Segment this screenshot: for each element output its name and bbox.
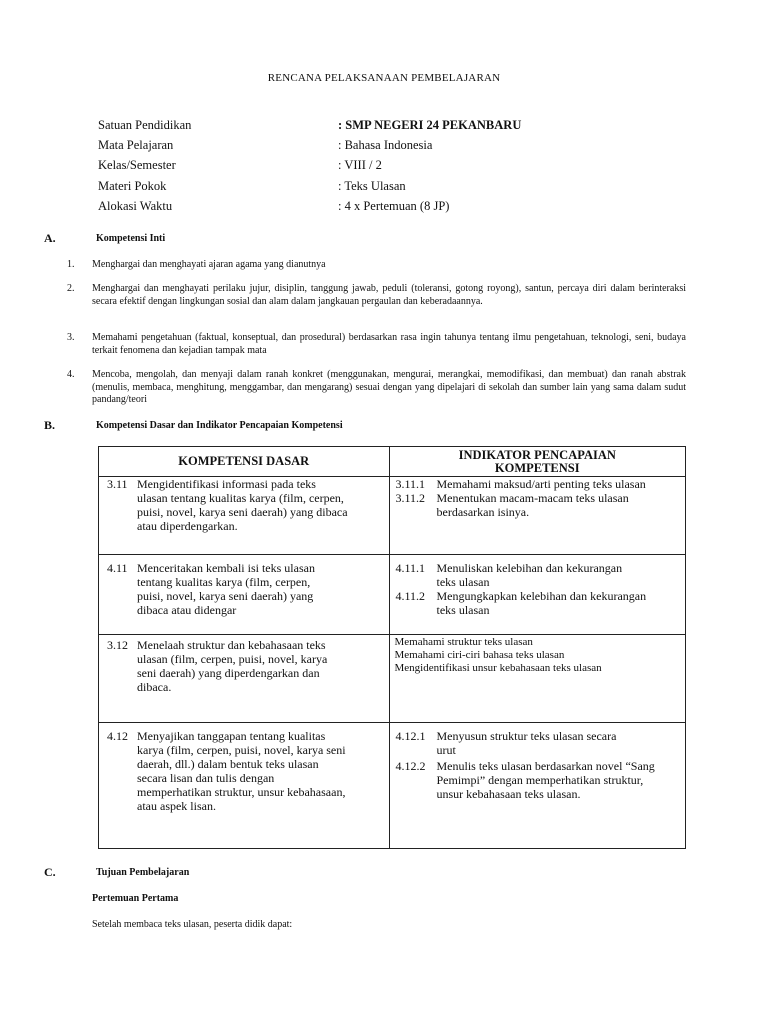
identity-value: : VIII / 2 (338, 158, 382, 172)
identity-key: Satuan Pendidikan (98, 118, 192, 132)
indicator-column-header: INDIKATOR PENCAPAIAN KOMPETENSI (389, 447, 686, 477)
ki-text: Menghargai dan menghayati ajaran agama yang dianutnya (92, 259, 326, 270)
identity-value: : SMP NEGERI 24 PEKANBARU (338, 118, 522, 132)
kd-text: Menyajikan tanggapan tentang kualitas karya (film, cerpen, puisi, novel, karya seni daerah, dll.) dalam bentuk teks ulasan secara lisan dan tulis dengan memperhatikan struktur, unsur kebahasaan, atau aspek lisan. (137, 729, 346, 813)
section-b-title: Kompetensi Dasar dan Indikator Pencapaian Kompetensi (96, 420, 343, 431)
kd-item (99, 635, 389, 694)
table-row (99, 555, 686, 635)
kd-number: 4.11 (107, 561, 128, 575)
ki-number: 1. (67, 259, 75, 270)
section-a-letter: A. (44, 231, 56, 245)
ki-number: 4. (67, 369, 75, 380)
identity-key: Kelas/Semester (98, 158, 176, 172)
ki-number: 2. (67, 283, 75, 294)
identity-key: Mata Pelajaran (98, 138, 174, 152)
indicator-plain: Mengidentifikasi unsur kebahasaan teks ulasan (394, 662, 602, 674)
table-header-row (99, 447, 686, 477)
indicator-number: 4.12.1 (395, 729, 426, 743)
table-row (99, 635, 686, 723)
table-row (99, 723, 686, 849)
indicator-text: Menuliskan kelebihan dan kekurangan teks ulasan (436, 561, 623, 589)
kd-column-header: KOMPETENSI DASAR (99, 447, 390, 477)
ki-text: Memahami pengetahuan (faktual, konseptual, dan prosedural) berdasarkan rasa ingin tahunya tentang ilmu pengetahuan, teknologi, seni, budaya terkait fenomena dan kejadian tampak mata (92, 332, 686, 356)
indicator-item (390, 757, 686, 801)
indicator-item (390, 729, 686, 757)
identity-key: Materi Pokok (98, 179, 167, 193)
meeting-subtitle: Pertemuan Pertama (92, 893, 179, 904)
kd-item (99, 555, 389, 617)
document-title: RENCANA PELAKSANAAN PEMBELAJARAN (267, 72, 501, 84)
indicator-text: Menentukan macam-macam teks ulasan berdasarkan isinya. (436, 491, 629, 519)
indicator-text: Mengungkapkan kelebihan dan kekurangan teks ulasan (436, 589, 647, 617)
indicator-item (390, 491, 686, 519)
kd-item (99, 477, 389, 533)
kd-text: Menelaah struktur dan kebahasaan teks ulasan (film, cerpen, puisi, novel, karya seni daerah) yang diperdengarkan dan dibaca. (137, 638, 328, 694)
ki-number: 3. (67, 332, 75, 343)
kd-number: 4.12 (107, 729, 128, 743)
indicator-plain: Memahami struktur teks ulasan (394, 636, 533, 648)
kd-number: 3.11 (107, 477, 128, 491)
indicator-number: 3.11.1 (395, 477, 426, 491)
indicator-text: Menyusun struktur teks ulasan secara urut (436, 729, 617, 757)
indicator-item (390, 561, 686, 589)
identity-key: Alokasi Waktu (98, 199, 173, 213)
table-row (99, 477, 686, 555)
section-c-title: Tujuan Pembelajaran (96, 867, 190, 878)
section-a-title: Kompetensi Inti (96, 233, 166, 244)
indicator-number: 4.12.2 (395, 759, 426, 773)
indicator-item (390, 477, 686, 491)
section-b-letter: B. (44, 418, 56, 432)
kd-number: 3.12 (107, 638, 128, 652)
indicator-text: Memahami maksud/arti penting teks ulasan (436, 477, 646, 491)
identity-value: : Bahasa Indonesia (338, 138, 433, 152)
competency-table (98, 446, 686, 849)
indicator-plain: Memahami ciri-ciri bahasa teks ulasan (394, 649, 565, 661)
identity-value: : Teks Ulasan (338, 179, 406, 193)
objective-intro: Setelah membaca teks ulasan, peserta didik dapat: (92, 919, 293, 930)
kd-text: Menceritakan kembali isi teks ulasan tentang kualitas karya (film, cerpen, puisi, novel, karya seni daerah) yang dibaca atau didengar (137, 561, 315, 617)
section-c-letter: C. (44, 865, 56, 879)
indicator-item (390, 589, 686, 617)
kd-text: Mengidentifikasi informasi pada teks ulasan tentang kualitas karya (film, cerpen, puisi, novel, karya seni daerah) yang dibaca atau diperdengarkan. (137, 477, 348, 533)
indicator-number: 4.11.2 (395, 589, 426, 603)
ki-text: Mencoba, mengolah, dan menyaji dalam ranah konkret (menggunakan, mengurai, merangkai, memodifikasi, dan membuat) dan ranah abstrak (menulis, membaca, menghitung, menggambar, dan mengarang) sesuai dengan yang dipelajari di sekolah dan sumber lain yang sama dalam sudut pandang/teori (92, 369, 686, 405)
ki-text: Menghargai dan menghayati perilaku jujur, disiplin, tanggung jawab, peduli (toleransi, gotong royong), santun, percaya diri dalam berinteraksi secara efektif dengan lingkungan sosial dan alam dalam jangkauan pergaulan dan keberadaannya. (92, 283, 686, 307)
kd-item (99, 723, 389, 813)
identity-value: : 4 x Pertemuan (8 JP) (338, 199, 450, 213)
indicator-number: 4.11.1 (395, 561, 426, 575)
indicator-number: 3.11.2 (395, 491, 426, 505)
indicator-text: Menulis teks ulasan berdasarkan novel “Sang Pemimpi” dengan memperhatikan struktur, unsur kebahasaan teks ulasan. (436, 759, 655, 801)
